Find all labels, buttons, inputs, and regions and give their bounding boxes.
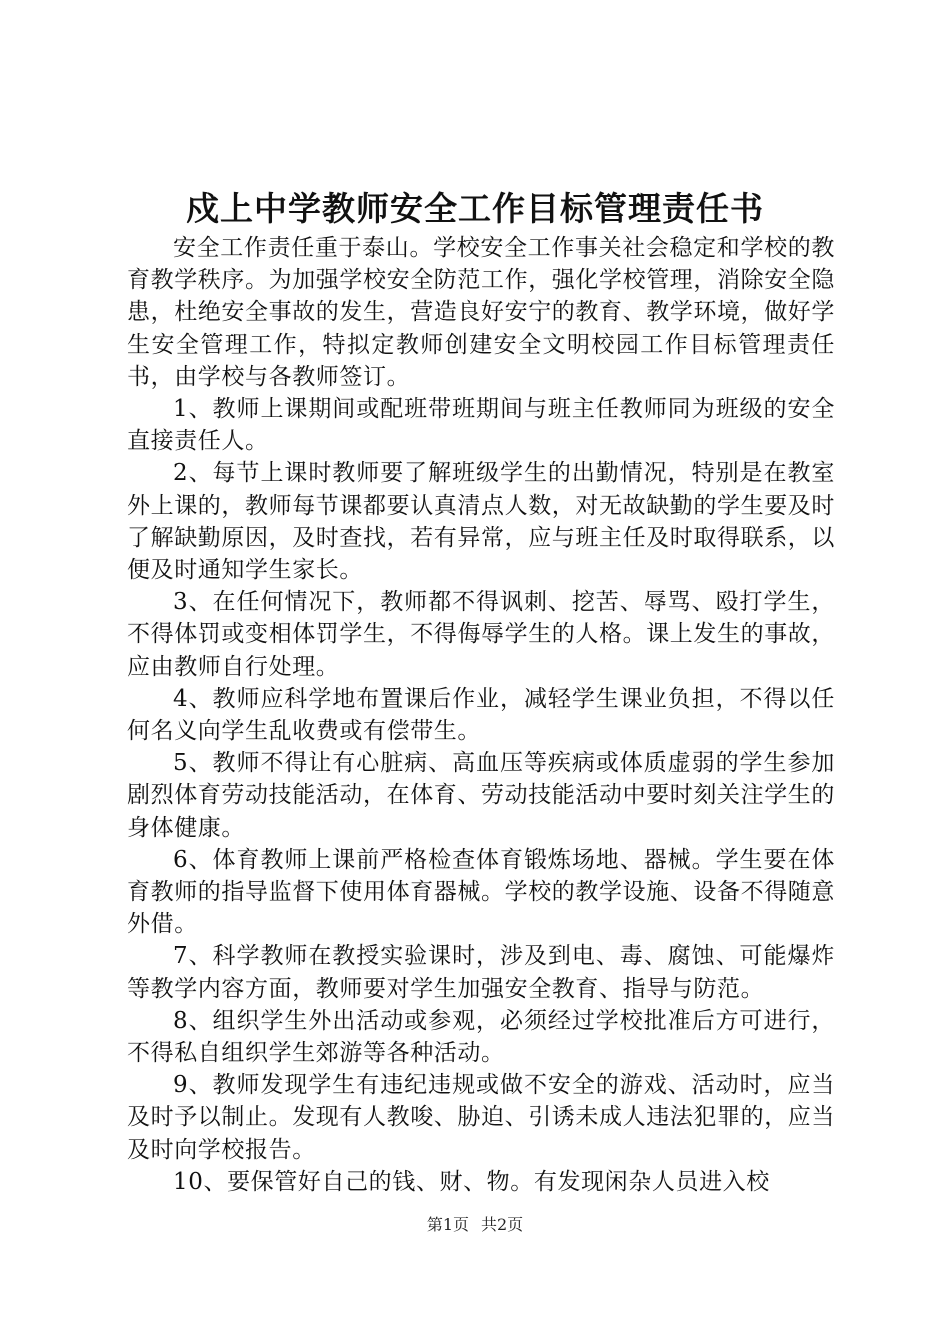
clause-10: 10、要保管好自己的钱、财、物。有发现闲杂人员进入校 <box>173 1168 770 1195</box>
clause-4: 4、教师应科学地布置课后作业，减轻学生课业负担，不得以任何名义向学生乱收费或有偿带生。 <box>127 685 835 745</box>
clause-1: 1、教师上课期间或配班带班期间与班主任教师同为班级的安全直接责任人。 <box>127 396 835 455</box>
clause-8: 8、组织学生外出活动或参观，必须经过学校批准后方可进行，不得私自组织学生郊游等各种活动。 <box>127 1007 835 1067</box>
page-total: 共2页 <box>481 1215 524 1234</box>
page-number: 第1页 <box>426 1215 469 1234</box>
document-body <box>127 232 835 1198</box>
clause-9: 9、教师发现学生有违纪违规或做不安全的游戏、活动时，应当及时予以制止。发现有人教唆、胁迫、引诱未成人违法犯罪的，应当及时向学校报告。 <box>127 1072 835 1163</box>
clause-7: 7、科学教师在教授实验课时，涉及到电、毒、腐蚀、可能爆炸等教学内容方面，教师要对学生加强安全教育、指导与防范。 <box>127 943 835 1002</box>
clause-5: 5、教师不得让有心脏病、高血压等疾病或体质虚弱的学生参加剧烈体育劳动技能活动，在体育、劳动技能活动中要时刻关注学生的身体健康。 <box>127 750 835 841</box>
clause-3: 3、在任何情况下，教师都不得讽刺、挖苦、辱骂、殴打学生，不得体罚或变相体罚学生，不得侮辱学生的人格。课上发生的事故，应由教师自行处理。 <box>127 589 835 680</box>
clause-2: 2、每节上课时教师要了解班级学生的出勤情况，特别是在教室外上课的，教师每节课都要认真清点人数，对无故缺勤的学生要及时了解缺勤原因，及时查找，若有异常，应与班主任及时取得联系，以便及时通知学生家长。 <box>127 460 835 584</box>
page-footer <box>0 1214 950 1236</box>
clause-6: 6、体育教师上课前严格检查体育锻炼场地、器械。学生要在体育教师的指导监督下使用体育器械。学校的教学设施、设备不得随意外借。 <box>127 846 835 938</box>
document-title: 戍上中学教师安全工作目标管理责任书 <box>186 189 764 228</box>
intro-paragraph: 安全工作责任重于泰山。学校安全工作事关社会稳定和学校的教育教学秩序。为加强学校安全防范工作，强化学校管理，消除安全隐患，杜绝安全事故的发生，营造良好安宁的教育、教学环境，做好学生安全管理工作，特拟定教师创建安全文明校园工作目标管理责任书，由学校与各教师签订。 <box>127 235 835 390</box>
